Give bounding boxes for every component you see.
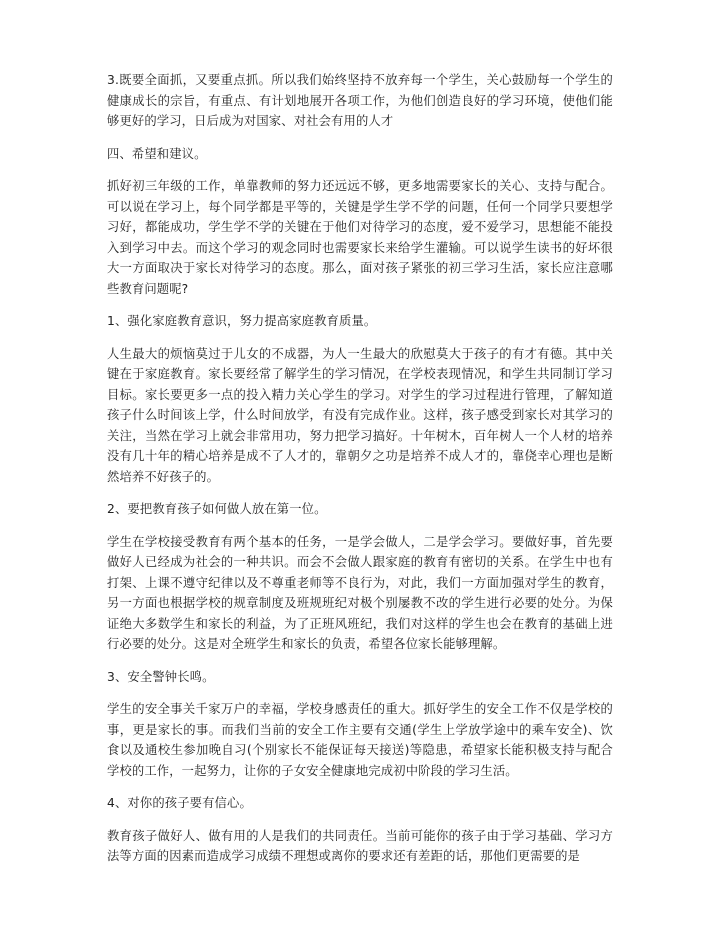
- subheading-1: 1、强化家庭教育意识，努力提高家庭教育质量。: [107, 314, 377, 328]
- subheading-2: 2、要把教育孩子如何做人放在第一位。: [107, 502, 327, 516]
- paragraph-family-education: 人生最大的烦恼莫过于儿女的不成器，为人一生最大的欣慰莫大于孩子的有才有德。其中关键在于家庭教育。家长要经常了解学生的学习情况，在学校表现情况，和学生共同制订学习目标。家长要更多一点的投入精力关心学生的学习。对学生的学习过程进行管理，了解知道孩子什么时间该上学，什么时间放学，有没有完成作业。这样，孩子感受到家长对其学习的关注，当然在学习上就会非常用功，努力把学习搞好。十年树木，百年树人一个人材的培养没有几十年的精心培养是成不了人才的，靠朝夕之功是培养不成人才的，靠侥幸心理也是断然培养不好孩子的。: [107, 346, 613, 484]
- paragraph-character: 学生在学校接受教育有两个基本的任务，一是学会做人，二是学会学习。要做好事，首先要做好人已经成为社会的一种共识。而会不会做人跟家庭的教育有密切的关系。在学生中也有打架、上课不遵守纪律以及不尊重老师等不良行为，对此，我们一方面加强对学生的教育，另一方面也根据学校的规章制度及班规班纪对极个别屡教不改的学生进行必要的处分。为保证绝大多数学生和家长的利益，为了正班风班纪，我们对这样的学生也会在教育的基础上进行必要的处分。这是对全班学生和家长的负责，希望各位家长能够理解。: [107, 534, 613, 651]
- section-heading-hopes: 四、希望和建议。: [107, 146, 207, 161]
- paragraph-safety: 学生的安全事关千家万户的幸福，学校身感责任的重大。抓好学生的安全工作不仅是学校的事，更是家长的事。而我们当前的安全工作主要有交通(学生上学放学途中的乘车安全)、饮食以及通校生参加晚自习(个别家长不能保证每天接送)等隐患，希望家长能积极支持与配合学校的工作，一起努力，让你的子女安全健康地完成初中阶段的学习生活。: [107, 702, 613, 778]
- subheading-4: 4、对你的孩子要有信心。: [107, 796, 252, 810]
- document-page: [107, 70, 613, 867]
- paragraph-parents-support: 抓好初三年级的工作，单靠教师的努力还远远不够，更多地需要家长的关心、支持与配合。可以说在学习上，每个同学都是平等的，关键是学生学不学的问题，任何一个同学只要想学习好，都能成功，学生学不学的关键在于他们对待学习的态度，爱不爱学习，思想能不能投入到学习中去。而这个学习的观念同时也需要家长来给学生灌输。可以说学生读书的好坏很大一方面取决于家长对待学习的态度。那么，面对孩子紧张的初三学习生活，家长应注意哪些教育问题呢?: [107, 179, 613, 296]
- paragraph-confidence: 教育孩子做好人、做有用的人是我们的共同责任。当前可能你的孩子由于学习基础、学习方法等方面的因素而造成学习成绩不理想或离你的要求还有差距的话，那他们更需要的是: [107, 828, 613, 863]
- paragraph-principle: 3.既要全面抓，又要重点抓。所以我们始终坚持不放弃每一个学生，关心鼓励每一个学生的健康成长的宗旨，有重点、有计划地展开各项工作，为他们创造良好的学习环境，使他们能够更好的学习，日后成为对国家、对社会有用的人才: [107, 73, 613, 128]
- subheading-3: 3、安全警钟长鸣。: [107, 669, 215, 684]
